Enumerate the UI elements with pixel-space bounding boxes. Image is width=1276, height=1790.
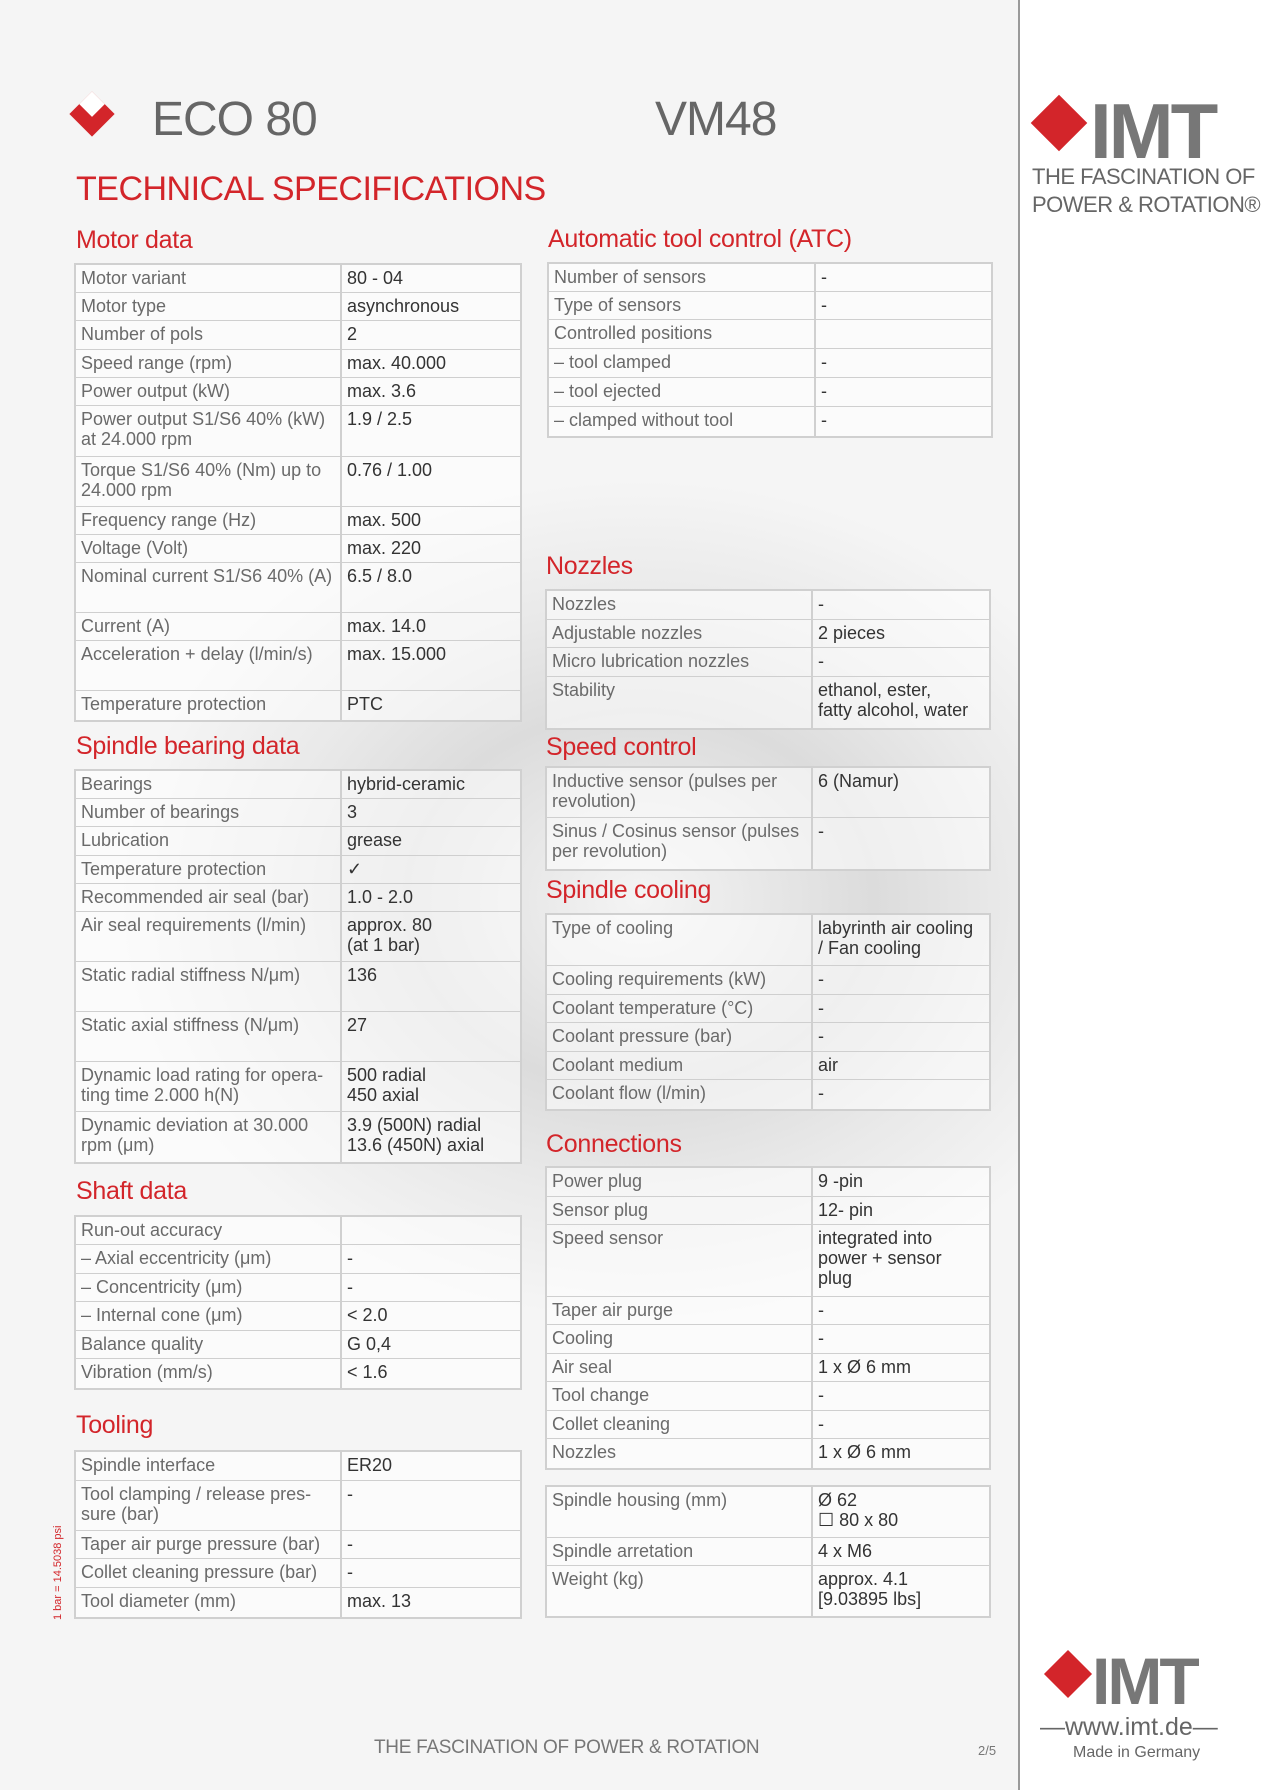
table-row [76, 321, 520, 350]
spec-value: - [818, 998, 824, 1018]
table-row [547, 1168, 989, 1197]
spec-label: Power plug [547, 1168, 813, 1196]
spec-value: 136 [347, 965, 378, 985]
spec-label: Weight (kg) [547, 1566, 813, 1616]
spec-value [342, 1217, 520, 1244]
spec-label: Type of sensors [549, 292, 816, 319]
table-row [549, 320, 991, 349]
spec-value: - [818, 1026, 824, 1046]
spec-value: < 1.6 [347, 1362, 388, 1382]
spec-value: max. 3.6 [347, 381, 417, 401]
spec-label: Type of cooling [547, 915, 813, 965]
spec-value: - [818, 969, 824, 989]
spec-label: Number of bearings [76, 799, 342, 826]
spec-value: - [347, 1277, 353, 1297]
spec-value: G 0,4 [347, 1334, 392, 1354]
table-row [547, 1382, 989, 1411]
spec-label: Taper air purge [547, 1297, 813, 1324]
spec-value: ethanol, ester, fatty alcohol, water [818, 680, 969, 720]
spec-value: ER20 [347, 1455, 393, 1475]
spec-label: Nominal current S1/S6 40% (A) [76, 563, 342, 612]
table-row [76, 771, 520, 799]
table-row [549, 349, 991, 378]
section-title-motor: Motor data [76, 226, 193, 254]
spec-value: ✓ [347, 859, 363, 879]
imt-logo-text: IMT [1090, 87, 1216, 175]
spec-value: - [818, 1414, 824, 1434]
spec-label: Air seal requirements (l/min) [76, 912, 342, 961]
table-row [76, 884, 520, 912]
table-row [547, 1052, 989, 1080]
spec-value: - [818, 594, 824, 614]
table-row [76, 1245, 520, 1274]
spec-value: - [818, 1385, 824, 1405]
table-row [76, 1274, 520, 1302]
table-row [547, 1566, 989, 1616]
table-row [76, 641, 520, 691]
spec-label: Nozzles [547, 1439, 813, 1468]
motor-data-table [74, 263, 522, 722]
spec-value: - [347, 1562, 353, 1582]
table-row [76, 1331, 520, 1359]
table-row [76, 406, 520, 457]
brand-tagline-line1: THE FASCINATION OF [1032, 164, 1255, 189]
table-row [547, 818, 989, 869]
table-row [76, 507, 520, 535]
spec-label: Static radial stiffness N/μm) [76, 962, 342, 1011]
section-title-tooling: Tooling [76, 1411, 154, 1439]
spec-value: hybrid-ceramic [347, 774, 466, 794]
spec-label: Acceleration + delay (l/min/s) [76, 641, 342, 690]
spec-label: Dynamic load rating for opera-ting time 2.000 h(N) [76, 1062, 342, 1111]
spec-label: – tool ejected [549, 378, 816, 406]
table-row [549, 264, 991, 292]
spec-value: - [818, 651, 824, 671]
spec-label: Collet cleaning [547, 1411, 813, 1438]
spec-label: Tool change [547, 1382, 813, 1410]
spec-label: Motor variant [76, 265, 342, 292]
spec-label: Number of sensors [549, 264, 816, 291]
spec-value: 12- pin [818, 1200, 874, 1220]
spec-label: Lubrication [76, 827, 342, 855]
table-row [76, 613, 520, 641]
spec-label: Spindle arretation [547, 1538, 813, 1565]
table-row [76, 1559, 520, 1588]
spec-value: - [821, 410, 827, 430]
spec-label: Collet cleaning pressure (bar) [76, 1559, 342, 1587]
table-row [547, 1354, 989, 1382]
spec-label: Inductive sensor (pulses per revolution) [547, 768, 813, 817]
spec-label: Sensor plug [547, 1197, 813, 1224]
table-row [76, 1302, 520, 1331]
spec-label: Stability [547, 677, 813, 728]
table-row [76, 1112, 520, 1162]
spec-label: Controlled positions [549, 320, 816, 348]
brand-tagline-line2: POWER & ROTATION® [1032, 192, 1261, 217]
table-row [76, 962, 520, 1012]
spec-label: Motor type [76, 293, 342, 320]
table-row [76, 1012, 520, 1062]
website-link[interactable]: —www.imt.de— [1040, 1713, 1218, 1741]
imt-logo-text: IMT [1092, 1644, 1197, 1718]
spec-value: max. 14.0 [347, 616, 427, 636]
spec-value: max. 13 [347, 1591, 412, 1611]
spec-value: air [818, 1055, 839, 1075]
spec-value: PTC [347, 694, 383, 714]
spec-value: 2 pieces [818, 623, 886, 643]
spec-label: Speed sensor [547, 1225, 813, 1296]
spec-label: Spindle interface [76, 1452, 342, 1480]
spec-value: - [818, 1300, 824, 1320]
table-row [547, 1439, 989, 1468]
spec-label: Temperature protection [76, 856, 342, 883]
section-title-spindle-bearing: Spindle bearing data [76, 732, 300, 760]
spec-label: Taper air purge pressure (bar) [76, 1531, 342, 1558]
spec-value: 1.9 / 2.5 [347, 409, 413, 429]
speed-control-table [545, 766, 991, 871]
spec-value: 1 x Ø 6 mm [818, 1442, 912, 1462]
table-row [76, 912, 520, 962]
table-row [76, 535, 520, 563]
table-row [76, 378, 520, 406]
spec-label: Air seal [547, 1354, 813, 1381]
spec-value: 27 [347, 1015, 368, 1035]
table-row [547, 995, 989, 1023]
table-row [76, 1452, 520, 1481]
table-row [547, 1197, 989, 1225]
spec-label: Spindle housing (mm) [547, 1487, 813, 1537]
spec-value: - [821, 352, 827, 372]
document-heading: TECHNICAL SPECIFICATIONS [76, 170, 546, 208]
spec-value: - [347, 1484, 353, 1504]
table-row [547, 1411, 989, 1439]
spec-value: approx. 4.1 [9.03895 lbs] [818, 1569, 922, 1609]
spec-label: Coolant temperature (°C) [547, 995, 813, 1022]
brand-side-panel [1018, 0, 1276, 1790]
spec-value: 3.9 (500N) radial 13.6 (450N) axial [347, 1115, 485, 1155]
spec-value: integrated into power + sensor plug [818, 1228, 942, 1288]
housing-table [545, 1485, 991, 1618]
spec-value: < 2.0 [347, 1305, 388, 1325]
spec-value [816, 320, 991, 348]
spec-label: Cooling [547, 1325, 813, 1353]
table-row [549, 292, 991, 320]
section-title-nozzles: Nozzles [546, 552, 633, 580]
spec-label: – clamped without tool [549, 407, 816, 436]
table-row [547, 620, 989, 648]
spec-label: – Internal cone (μm) [76, 1302, 342, 1330]
spec-value: 0.76 / 1.00 [347, 460, 433, 480]
spec-value: - [818, 821, 824, 841]
spec-label: Frequency range (Hz) [76, 507, 342, 534]
spec-label: Sinus / Cosinus sensor (pulses per revolution) [547, 818, 813, 869]
spec-label: Nozzles [547, 591, 813, 619]
table-row [76, 1588, 520, 1617]
page-number: 2/5 [978, 1743, 997, 1758]
table-row [547, 1225, 989, 1297]
spindle-bearing-table [74, 769, 522, 1164]
spec-label: – Concentricity (μm) [76, 1274, 342, 1301]
spec-value: 80 - 04 [347, 268, 404, 288]
table-row [547, 1080, 989, 1109]
spec-value: 1 x Ø 6 mm [818, 1357, 912, 1377]
spec-value: max. 220 [347, 538, 422, 558]
spec-value: max. 40.000 [347, 353, 447, 373]
table-row [547, 1023, 989, 1052]
table-row [547, 1538, 989, 1566]
table-row [76, 1481, 520, 1531]
spec-value: - [818, 1083, 824, 1103]
spec-value: 1.0 - 2.0 [347, 887, 414, 907]
spec-value: - [821, 267, 827, 287]
table-row [549, 378, 991, 407]
table-row [76, 1531, 520, 1559]
table-row [76, 350, 520, 378]
spec-value: - [821, 295, 827, 315]
made-in-label: Made in Germany [1073, 1744, 1201, 1761]
table-row [549, 407, 991, 436]
section-title-spindle-cooling: Spindle cooling [546, 876, 712, 904]
spec-label: Coolant flow (l/min) [547, 1080, 813, 1109]
nozzles-table [545, 589, 991, 730]
spec-label: Tool clamping / release pres-sure (bar) [76, 1481, 342, 1530]
table-row [547, 1487, 989, 1538]
spec-value: - [347, 1248, 353, 1268]
spec-label: Dynamic deviation at 30.000 rpm (μm) [76, 1112, 342, 1162]
table-row [547, 591, 989, 620]
table-row [547, 915, 989, 966]
spec-value: asynchronous [347, 296, 460, 316]
spec-label: Coolant medium [547, 1052, 813, 1079]
spec-label: Power output (kW) [76, 378, 342, 405]
table-row [547, 1325, 989, 1354]
table-row [76, 457, 520, 507]
table-row [76, 265, 520, 293]
spec-label: Balance quality [76, 1331, 342, 1358]
product-title: ECO 80 [152, 93, 317, 146]
spec-value: max. 15.000 [347, 644, 447, 664]
table-row [76, 1359, 520, 1388]
spec-label: Static axial stiffness (N/μm) [76, 1012, 342, 1061]
spec-value: max. 500 [347, 510, 422, 530]
spec-value: 4 x M6 [818, 1541, 873, 1561]
spec-label: – Axial eccentricity (μm) [76, 1245, 342, 1273]
spec-value: 6.5 / 8.0 [347, 566, 413, 586]
shaft-data-table [74, 1215, 522, 1390]
spec-value: 6 (Namur) [818, 771, 900, 791]
spec-value: Ø 62 ☐ 80 x 80 [818, 1490, 899, 1530]
table-row [547, 966, 989, 995]
table-row [76, 799, 520, 827]
spec-label: Tool diameter (mm) [76, 1588, 342, 1617]
tooling-table [74, 1450, 522, 1619]
spec-value: 3 [347, 802, 358, 822]
spec-label: Bearings [76, 771, 342, 798]
spec-value: labyrinth air cooling / Fan cooling [818, 918, 974, 958]
spec-label: Adjustable nozzles [547, 620, 813, 647]
spec-value: - [347, 1534, 353, 1554]
section-title-atc: Automatic tool control (ATC) [548, 225, 852, 253]
spec-value: approx. 80 (at 1 bar) [347, 915, 433, 955]
table-row [547, 768, 989, 818]
spindle-cooling-table [545, 913, 991, 1111]
spec-label: Run-out accuracy [76, 1217, 342, 1244]
spec-label: Cooling requirements (kW) [547, 966, 813, 994]
spec-value: grease [347, 830, 403, 850]
spec-value: 500 radial 450 axial [347, 1065, 427, 1105]
unit-conversion-note: 1 bar = 14.5038 psi [52, 1525, 64, 1620]
spec-value: 9 -pin [818, 1171, 864, 1191]
section-title-speed-control: Speed control [546, 733, 697, 761]
section-title-connections: Connections [546, 1130, 682, 1158]
spec-label: Micro lubrication nozzles [547, 648, 813, 676]
table-row [76, 293, 520, 321]
spec-label: Current (A) [76, 613, 342, 640]
spec-value: - [818, 1328, 824, 1348]
spec-label: Torque S1/S6 40% (Nm) up to 24.000 rpm [76, 457, 342, 506]
spec-label: Voltage (Volt) [76, 535, 342, 562]
spec-value: 2 [347, 324, 358, 344]
table-row [76, 691, 520, 720]
spec-label: Recommended air seal (bar) [76, 884, 342, 911]
spec-label: Temperature protection [76, 691, 342, 720]
table-row [76, 827, 520, 856]
footer-slogan: THE FASCINATION OF POWER & ROTATION [374, 1737, 760, 1758]
table-row [547, 677, 989, 728]
section-title-shaft: Shaft data [76, 1177, 187, 1205]
table-row [76, 856, 520, 884]
spec-label: Coolant pressure (bar) [547, 1023, 813, 1051]
table-row [547, 1297, 989, 1325]
connections-table [545, 1166, 991, 1470]
table-row [76, 563, 520, 613]
spec-label: – tool clamped [549, 349, 816, 377]
spec-label: Speed range (rpm) [76, 350, 342, 377]
spec-value: - [821, 381, 827, 401]
table-row [547, 648, 989, 677]
table-row [76, 1062, 520, 1112]
spec-label: Vibration (mm/s) [76, 1359, 342, 1388]
spec-label: Number of pols [76, 321, 342, 349]
table-row [76, 1217, 520, 1245]
spec-label: Power output S1/S6 40% (kW) at 24.000 rpm [76, 406, 342, 456]
model-title: VM48 [655, 93, 777, 146]
atc-table [547, 262, 993, 438]
